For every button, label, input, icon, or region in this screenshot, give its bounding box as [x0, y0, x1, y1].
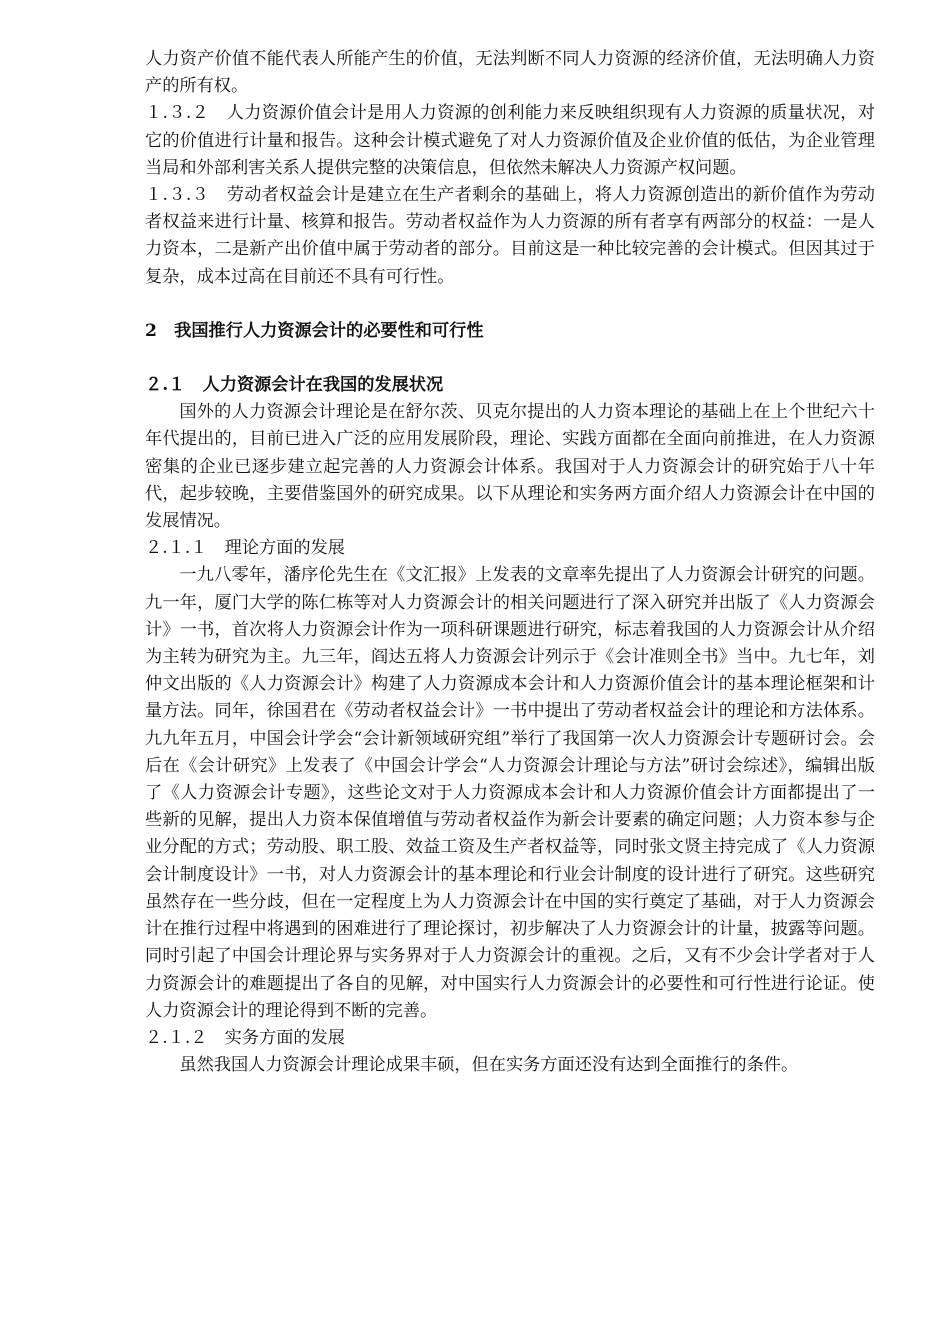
document-page — [145, 46, 875, 1079]
paragraph-continued: 人力资产价值不能代表人所能产生的价值，无法判断不同人力资源的经济价值，无法明确人力资产的所有权。 — [145, 49, 875, 97]
subheading-2-1-1: ２.１.１ 理论方面的发展 — [145, 538, 345, 559]
paragraph-2-1-2: 虽然我国人力资源会计理论成果丰硕，但在实务方面还没有达到全面推行的条件。 — [179, 1055, 799, 1076]
section-heading-2: 2 我国推行人力资源会计的必要性和可行性 — [145, 320, 484, 341]
section-heading-2-1: ２.１ 人力资源会计在我国的发展状况 — [145, 375, 444, 396]
subheading-2-1-2: ２.１.２ 实务方面的发展 — [145, 1027, 345, 1048]
paragraph-1-3-2: １.３.２ 人力资源价值会计是用人力资源的创利能力来反映组织现有人力资源的质量状况，对它的价值进行计量和报告。这种会计模式避免了对人力资源价值及企业价值的低估，为企业管理当局和外部利害关系人提供完整的决策信息，但依然未解决人力资源产权问题。 — [145, 103, 875, 178]
paragraph-1-3-3: １.３.３ 劳动者权益会计是建立在生产者剩余的基础上，将人力资源创造出的新价值作为劳动者权益来进行计量、核算和报告。劳动者权益作为人力资源的所有者享有两部分的权益：一是人力资本，二是新产出价值中属于劳动者的部分。目前这是一种比较完善的会计模式。但因其过于复杂，成本过高在目前还不具有可行性。 — [145, 185, 875, 287]
paragraph-2-1-1: 一九八零年，潘序伦先生在《文汇报》上发表的文章率先提出了人力资源会计研究的问题。九一年，厦门大学的陈仁栋等对人力资源会计的相关问题进行了深入研究并出版了《人力资源会计》一书，首次将人力资源会计作为一项科研课题进行研究，标志着我国的人力资源会计从介绍为主转为研究为主。九三年，阎达五将人力资源会计列示于《会计准则全书》当中。九七年，刘仲文出版的《人力资源会计》构建了人力资源成本会计和人力资源价值会计的基本理论框架和计量方法。同年，徐国君在《劳动者权益会计》一书中提出了劳动者权益会计的理论和方法体系。九九年五月，中国会计学会“会计新领域研究组”举行了我国第一次人力资源会计专题研讨会。会后在《会计研究》上发表了《中国会计学会“人力资源会计理论与方法”研讨会综述》，编辑出版了《人力资源会计专题》，这些论文对于人力资源成本会计和人力资源价值会计方面都提出了一些新的见解，提出人力资本保值增值与劳动者权益作为新会计要素的确定问题；人力资本参与企业分配的方式；劳动股、职工股、效益工资及生产者权益等，同时张文贤主持完成了《人力资源会计制度设计》一书，对人力资源会计的基本理论和行业会计制度的设计进行了研究。这些研究虽然存在一些分歧，但在一定程度上为人力资源会计在中国的实行奠定了基础，对于人力资源会计在推行过程中将遇到的困难进行了理论探讨，初步解决了人力资源会计的计量，披露等问题。同时引起了中国会计理论界与实务界对于人力资源会计的重视。之后，又有不少会计学者对于人力资源会计的难题提出了各自的见解，对中国实行人力资源会计的必要性和可行性进行论证。使人力资源会计的理论得到不断的完善。 — [145, 565, 875, 1021]
paragraph-2-1: 国外的人力资源会计理论是在舒尔茨、贝克尔提出的人力资本理论的基础上在上个世纪六十年代提出的，目前已进入广泛的应用发展阶段，理论、实践方面都在全面向前推进，在人力资源密集的企业已逐步建立起完善的人力资源会计体系。我国对于人力资源会计的研究始于八十年代，起步较晚，主要借鉴国外的研究成果。以下从理论和实务两方面介绍人力资源会计在中国的发展情况。 — [145, 402, 875, 532]
